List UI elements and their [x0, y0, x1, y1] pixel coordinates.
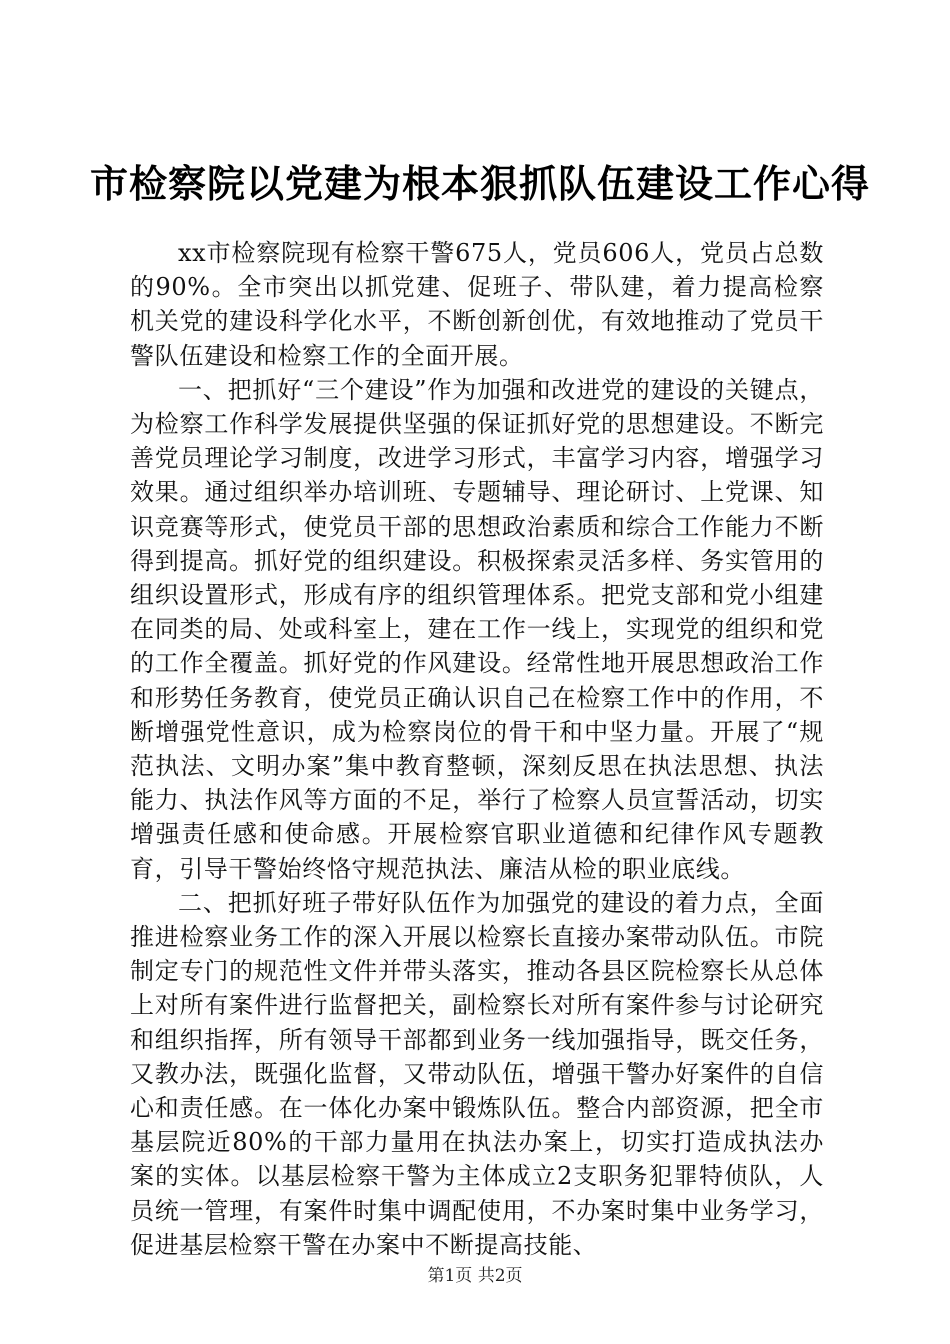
paragraph-section-two: 二、把抓好班子带好队伍作为加强党的建设的着力点，全面推进检察业务工作的深入开展以检察长直接办案带动队伍。市院制定专门的规范性文件并带头落实，推动各县区院检察长从总体上对所有案件进行监督把关，副检察长对所有案件参与讨论研究和组织指挥，所有领导干部都到业务一线加强指导，既交任务，又教办法，既强化监督，又带动队伍，增强干警办好案件的自信心和责任感。在一体化办案中锻炼队伍。整合内部资源，把全市基层院近80%的干部力量用在执法办案上，切实打造成执法办案的实体。以基层检察干警为主体成立2支职务犯罪特侦队，人员统一管理，有案件时集中调配使用，不办案时集中业务学习，促进基层检察干警在办案中不断提高技能、 [130, 888, 824, 1259]
document-body [130, 236, 824, 1262]
paragraph-intro: xx市检察院现有检察干警675人，党员606人，党员占总数的90%。全市突出以抓党建、促班子、带队建，着力提高检察机关党的建设科学化水平，不断创新创优，有效地推动了党员干警队伍建设和检察工作的全面开展。 [130, 239, 824, 370]
paragraph-section-one: 一、把抓好“三个建设”作为加强和改进党的建设的关键点，为检察工作科学发展提供坚强的保证抓好党的思想建设。不断完善党员理论学习制度，改进学习形式，丰富学习内容，增强学习效果。通过组织举办培训班、专题辅导、理论研讨、上党课、知识竞赛等形式，使党员干部的思想政治素质和综合工作能力不断得到提高。抓好党的组织建设。积极探索灵活多样、务实管用的组织设置形式，形成有序的组织管理体系。把党支部和党小组建在同类的局、处或科室上，建在工作一线上，实现党的组织和党的工作全覆盖。抓好党的作风建设。经常性地开展思想政治工作和形势任务教育，使党员正确认识自己在检察工作中的作用，不断增强党性意识，成为检察岗位的骨干和中坚力量。开展了“规范执法、文明办案”集中教育整顿，深刻反思在执法思想、执法能力、执法作风等方面的不足，举行了检察人员宣誓活动，切实增强责任感和使命感。开展检察官职业道德和纪律作风专题教育，引导干警始终恪守规范执法、廉洁从检的职业底线。 [130, 375, 824, 883]
document-title: 市检察院以党建为根本狠抓队伍建设工作心得 [90, 162, 871, 206]
page-footer: 第1页 共2页 [427, 1266, 523, 1286]
